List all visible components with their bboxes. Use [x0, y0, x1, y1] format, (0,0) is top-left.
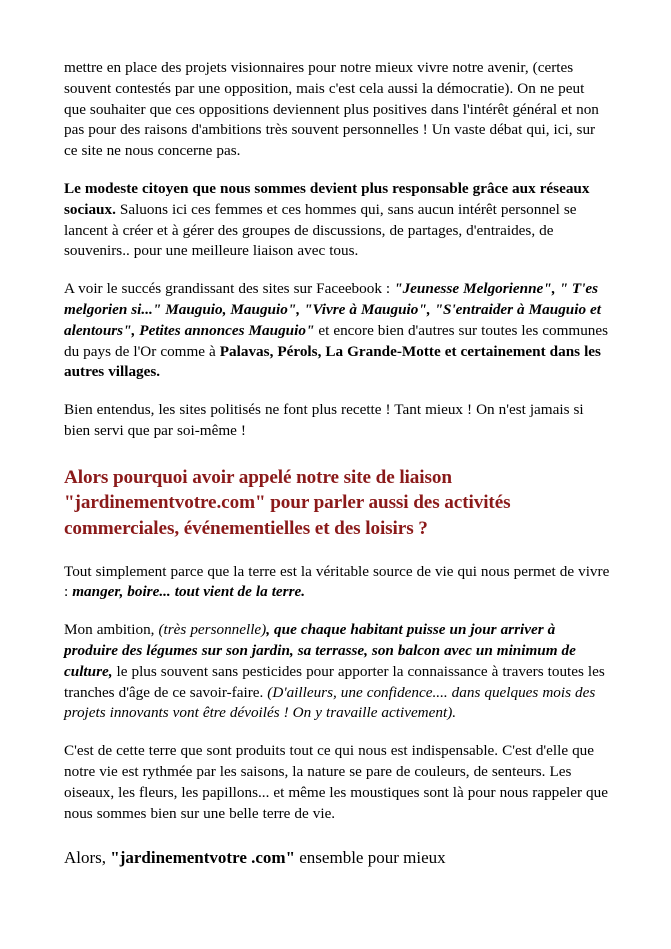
paragraph-ambition-aside-italic: (très personnelle) — [158, 621, 267, 639]
paragraph-citoyen — [64, 179, 610, 262]
paragraph-citoyen-text: Saluons ici ces femmes et ces hommes qui, sans aucun intérêt personnel se lancent à créer et à gérer des groupes de discussions, de partages, d'entraides, de souvenirs.. pour une meilleure liaison avec tous. — [64, 200, 577, 260]
section-heading-line-3: commerciales, événementielles et des loisirs ? — [64, 517, 428, 539]
document-body — [64, 58, 610, 869]
paragraph-closing-tail: ensemble pour mieux — [295, 848, 446, 868]
paragraph-ambition-emphasis: , que chaque habitant puisse un jour arriver à produire des légumes sur son jardin, sa terrasse, son balcon avec un minimum de culture, — [64, 621, 576, 680]
paragraph-facebook-villages-bold: Palavas, Pérols, La Grande-Motte et certainement dans les autres villages. — [64, 342, 601, 381]
paragraph-politises — [64, 400, 610, 442]
paragraph-politises-text: Bien entendus, les sites politisés ne font plus recette ! Tant mieux ! On n'est jamais si bien servi que par soi-même ! — [64, 401, 584, 439]
paragraph-terre-vie-text: C'est de cette terre que sont produits tout ce qui nous est indispensable. C'est d'elle que notre vie est rythmée par les saisons, la nature se pare de couleurs, de senteurs. Les oiseaux, les fleurs, les papillons... et même les moustiques sont là pour nous rappeler que nous sommes bien sur une belle terre de vie. — [64, 742, 608, 822]
paragraph-closing — [64, 846, 610, 869]
paragraph-ambition — [64, 620, 610, 724]
paragraph-terre-source — [64, 562, 610, 604]
section-heading-line-1: Alors pourquoi avoir appelé notre site de liaison — [64, 466, 452, 488]
paragraph-closing-intro: Alors, — [64, 848, 111, 868]
paragraph-ambition-body: le plus souvent sans pesticides pour apporter la connaissance à travers toutes les tranches d'âge de ce savoir-faire. — [64, 662, 605, 701]
paragraph-intro — [64, 58, 610, 162]
paragraph-terre-source-emphasis: manger, boire... tout vient de la terre. — [72, 583, 306, 601]
paragraph-ambition-confidence-italic: (D'ailleurs, une confidence.... dans quelques mois des projets innovants vont être dévoilés ! On y travaille activement). — [64, 683, 596, 722]
paragraph-citoyen-lead-bold: Le modeste citoyen que nous sommes devient plus responsable grâce aux réseaux sociaux. — [64, 179, 590, 218]
paragraph-ambition-intro: Mon ambition, — [64, 621, 159, 639]
paragraph-terre-source-text: Tout simplement parce que la terre est la véritable source de vie qui nous permet de vivre : — [64, 562, 610, 601]
paragraph-facebook-intro: A voir le succés grandissant des sites sur Faceebook : — [64, 280, 395, 298]
section-heading-red — [64, 465, 610, 542]
section-heading-line-2: "jardinementvotre.com" pour parler aussi des activités — [64, 492, 511, 514]
paragraph-terre-vie — [64, 741, 610, 824]
paragraph-facebook-site-names: "Jeunesse Melgorienne", " T'es melgorien si..." Mauguio, Mauguio", "Vivre à Mauguio", "S'entraider à Mauguio et alentours", Petites annonces Mauguio" — [64, 280, 602, 339]
paragraph-facebook-middle: et encore bien d'autres sur toutes les communes du pays de l'Or comme à — [64, 321, 609, 360]
paragraph-facebook — [64, 279, 610, 383]
paragraph-closing-sitename-bold: "jardinementvotre .com" — [110, 848, 296, 868]
paragraph-intro-text: mettre en place des projets visionnaires pour notre mieux vivre notre avenir, (certes souvent contestés par une opposition, mais c'est cela aussi la démocratie). On ne peut que souhaiter que ces oppositions deviennent plus positives dans l'intérêt général et non pas pour des raisons d'ambitions très souvent personnelles ! Un vaste débat qui, ici, sur ce site ne nous concerne pas. — [64, 59, 599, 160]
